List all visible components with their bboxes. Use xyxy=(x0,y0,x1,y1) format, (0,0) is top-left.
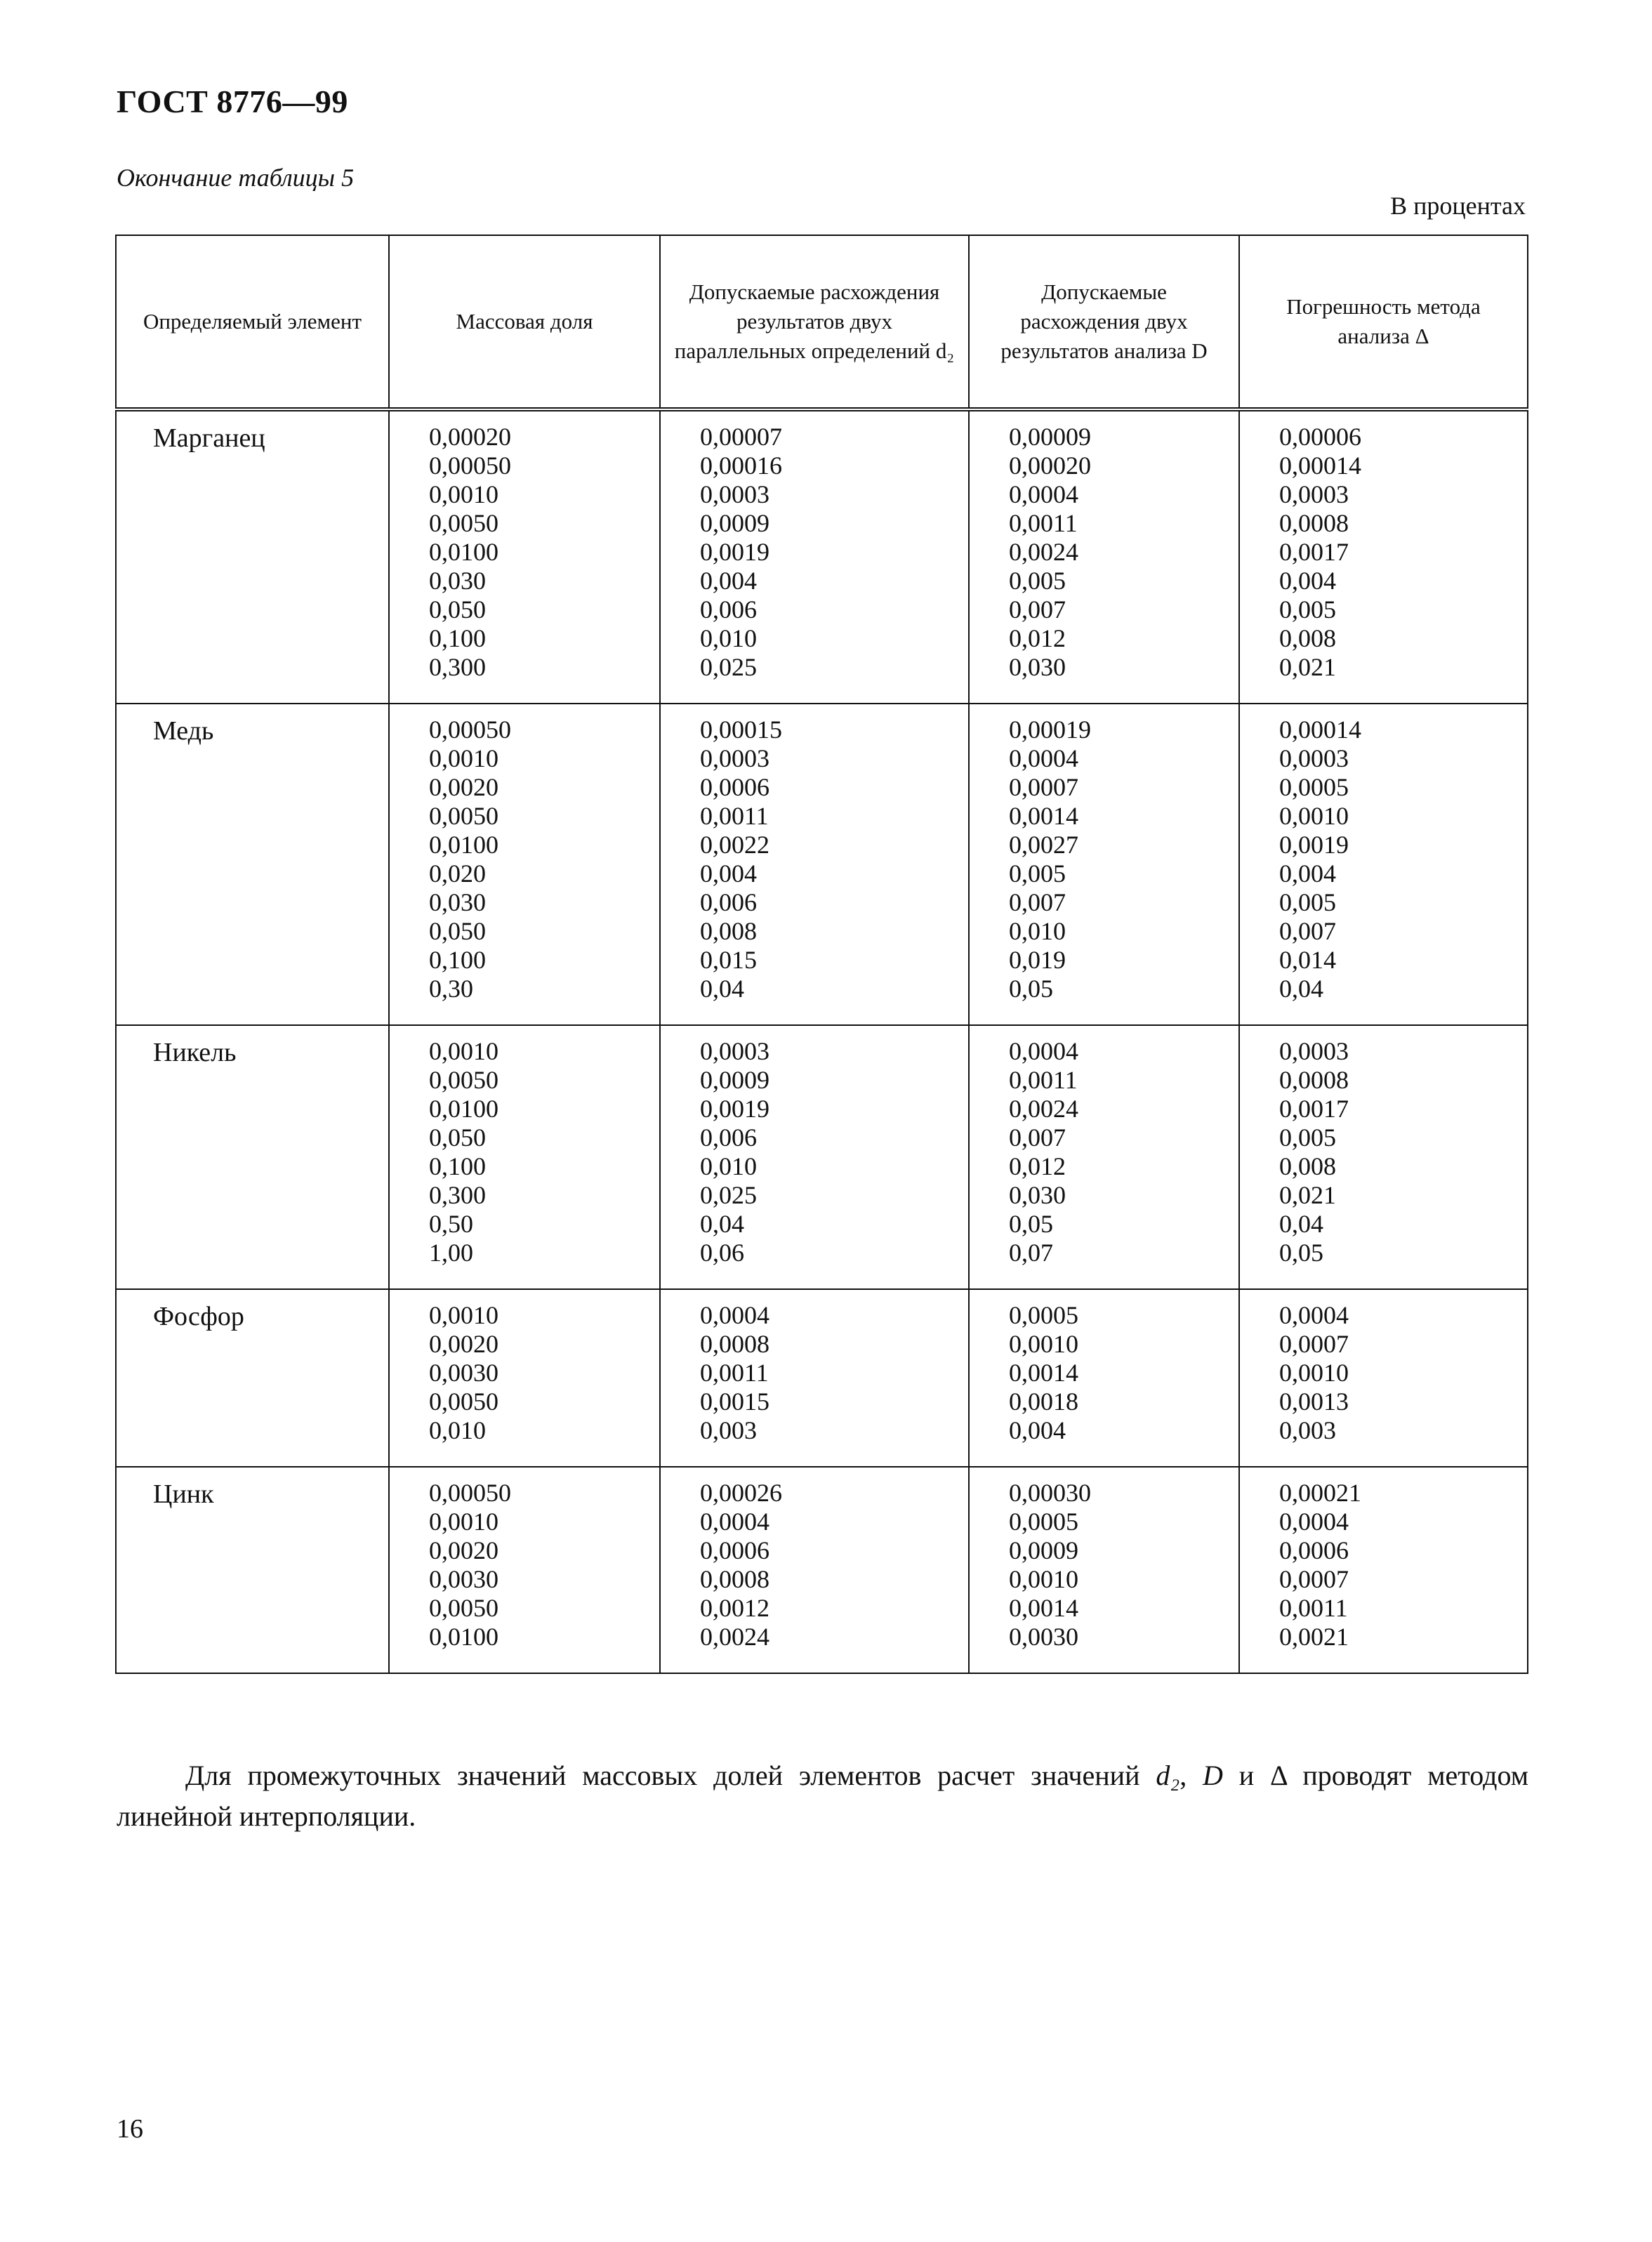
value-D: 0,05 xyxy=(1009,975,1053,1003)
value-D: 0,05 xyxy=(1009,1210,1053,1238)
value-d2: 0,003 xyxy=(700,1416,757,1444)
value-D: 0,007 xyxy=(1009,595,1066,624)
values-delta xyxy=(1239,409,1528,704)
value-d2: 0,015 xyxy=(700,946,757,974)
value-delta: 0,005 xyxy=(1279,888,1336,916)
note-var-D: D xyxy=(1203,1760,1223,1791)
value-mass: 0,0050 xyxy=(429,1594,498,1622)
value-delta: 0,0013 xyxy=(1279,1387,1349,1416)
values-D xyxy=(969,1025,1239,1289)
value-d2: 0,004 xyxy=(700,859,757,888)
note-text-1: Для промежуточных значений массовых долей элементов расчет значений xyxy=(185,1760,1156,1791)
value-D: 0,005 xyxy=(1009,859,1066,888)
value-delta: 0,0010 xyxy=(1279,802,1349,830)
values-mass xyxy=(389,1467,660,1673)
value-delta: 0,0021 xyxy=(1279,1623,1349,1651)
table-row xyxy=(116,1289,1528,1467)
header-element: Определяемый элемент xyxy=(116,235,389,409)
units-label: В процентах xyxy=(1390,192,1526,220)
value-D: 0,005 xyxy=(1009,567,1066,595)
value-D: 0,00020 xyxy=(1009,451,1091,480)
value-mass: 0,00050 xyxy=(429,716,511,744)
value-mass: 0,0050 xyxy=(429,1066,498,1094)
value-d2: 0,025 xyxy=(700,1181,757,1209)
value-d2: 0,0015 xyxy=(700,1387,769,1416)
value-D: 0,00019 xyxy=(1009,716,1091,744)
value-mass: 0,0050 xyxy=(429,1387,498,1416)
values-mass xyxy=(389,704,660,1025)
value-D: 0,030 xyxy=(1009,1181,1066,1209)
value-d2: 0,025 xyxy=(700,653,757,681)
value-mass: 0,0100 xyxy=(429,1623,498,1651)
value-mass: 0,0020 xyxy=(429,1330,498,1358)
value-mass: 0,30 xyxy=(429,975,473,1003)
value-mass: 0,0010 xyxy=(429,480,498,508)
value-D: 0,0004 xyxy=(1009,744,1078,772)
note-text-2: и Δ проводят методом линейной интерполяции. xyxy=(117,1760,1529,1832)
value-D: 0,0004 xyxy=(1009,1037,1078,1065)
value-mass: 0,0010 xyxy=(429,744,498,772)
value-delta: 0,0006 xyxy=(1279,1536,1349,1564)
value-delta: 0,008 xyxy=(1279,624,1336,652)
value-D: 0,0011 xyxy=(1009,1066,1078,1094)
table-header-row xyxy=(116,235,1528,409)
value-d2: 0,0004 xyxy=(700,1301,769,1329)
values-D xyxy=(969,704,1239,1025)
value-delta: 0,0011 xyxy=(1279,1594,1348,1622)
value-delta: 0,004 xyxy=(1279,567,1336,595)
value-d2: 0,006 xyxy=(700,1123,757,1152)
value-delta: 0,0017 xyxy=(1279,538,1349,566)
values-d2 xyxy=(660,1467,969,1673)
value-delta: 0,00014 xyxy=(1279,451,1361,480)
value-d2: 0,0011 xyxy=(700,1359,769,1387)
values-d2 xyxy=(660,1025,969,1289)
value-mass: 0,0020 xyxy=(429,1536,498,1564)
value-d2: 0,06 xyxy=(700,1239,744,1267)
value-delta: 0,0003 xyxy=(1279,1037,1349,1065)
value-delta: 0,0010 xyxy=(1279,1359,1349,1387)
value-d2: 0,00015 xyxy=(700,716,782,744)
value-mass: 0,00050 xyxy=(429,451,511,480)
header-delta: Погрешность метода анализа Δ xyxy=(1239,235,1528,409)
value-D: 0,00009 xyxy=(1009,423,1091,451)
value-delta: 0,005 xyxy=(1279,595,1336,624)
value-delta: 0,021 xyxy=(1279,1181,1336,1209)
value-d2: 0,00026 xyxy=(700,1479,782,1507)
value-D: 0,0024 xyxy=(1009,538,1078,566)
value-delta: 0,0019 xyxy=(1279,831,1349,859)
values-delta xyxy=(1239,704,1528,1025)
value-delta: 0,014 xyxy=(1279,946,1336,974)
value-d2: 0,0006 xyxy=(700,773,769,801)
value-D: 0,012 xyxy=(1009,624,1066,652)
value-d2: 0,00016 xyxy=(700,451,782,480)
value-mass: 0,00020 xyxy=(429,423,511,451)
value-delta: 0,0017 xyxy=(1279,1095,1349,1123)
value-delta: 0,0005 xyxy=(1279,773,1349,801)
value-D: 0,0007 xyxy=(1009,773,1078,801)
table-row xyxy=(116,1467,1528,1673)
value-delta: 0,008 xyxy=(1279,1152,1336,1180)
value-delta: 0,003 xyxy=(1279,1416,1336,1444)
value-D: 0,0014 xyxy=(1009,1594,1078,1622)
values-mass xyxy=(389,409,660,704)
value-D: 0,0005 xyxy=(1009,1508,1078,1536)
value-mass: 0,0030 xyxy=(429,1359,498,1387)
value-d2: 0,0008 xyxy=(700,1565,769,1593)
values-d2 xyxy=(660,1289,969,1467)
note-sep: , xyxy=(1179,1760,1203,1791)
values-D xyxy=(969,1289,1239,1467)
value-d2: 0,0009 xyxy=(700,509,769,537)
element-name: Фосфор xyxy=(116,1289,389,1467)
value-d2: 0,010 xyxy=(700,624,757,652)
value-delta: 0,0007 xyxy=(1279,1565,1349,1593)
value-d2: 0,004 xyxy=(700,567,757,595)
element-name: Марганец xyxy=(116,409,389,704)
value-mass: 0,020 xyxy=(429,859,486,888)
value-mass: 0,050 xyxy=(429,595,486,624)
value-d2: 0,0024 xyxy=(700,1623,769,1651)
value-mass: 0,0020 xyxy=(429,773,498,801)
table-body xyxy=(116,409,1528,1673)
table-caption: Окончание таблицы 5 xyxy=(117,164,355,192)
value-delta: 0,0008 xyxy=(1279,1066,1349,1094)
value-mass: 0,030 xyxy=(429,888,486,916)
values-mass xyxy=(389,1289,660,1467)
value-mass: 0,0100 xyxy=(429,1095,498,1123)
value-D: 0,0030 xyxy=(1009,1623,1078,1651)
value-delta: 0,00006 xyxy=(1279,423,1361,451)
value-mass: 0,300 xyxy=(429,1181,486,1209)
table-row xyxy=(116,704,1528,1025)
value-d2: 0,0022 xyxy=(700,831,769,859)
values-d2 xyxy=(660,409,969,704)
value-D: 0,030 xyxy=(1009,653,1066,681)
footnote-paragraph xyxy=(117,1755,1528,1837)
value-delta: 0,0007 xyxy=(1279,1330,1349,1358)
value-mass: 0,0050 xyxy=(429,509,498,537)
value-mass: 0,0030 xyxy=(429,1565,498,1593)
value-mass: 0,0100 xyxy=(429,538,498,566)
value-mass: 0,300 xyxy=(429,653,486,681)
values-delta xyxy=(1239,1025,1528,1289)
value-D: 0,0027 xyxy=(1009,831,1078,859)
value-D: 0,00030 xyxy=(1009,1479,1091,1507)
value-d2: 0,0004 xyxy=(700,1508,769,1536)
table-row xyxy=(116,1025,1528,1289)
value-delta: 0,0003 xyxy=(1279,480,1349,508)
value-d2: 0,0019 xyxy=(700,538,769,566)
value-delta: 0,04 xyxy=(1279,975,1323,1003)
value-mass: 1,00 xyxy=(429,1239,473,1267)
header-mass-fraction: Массовая доля xyxy=(389,235,660,409)
value-mass: 0,50 xyxy=(429,1210,473,1238)
value-D: 0,0024 xyxy=(1009,1095,1078,1123)
value-mass: 0,0010 xyxy=(429,1301,498,1329)
element-name: Медь xyxy=(116,704,389,1025)
value-delta: 0,0008 xyxy=(1279,509,1349,537)
value-D: 0,007 xyxy=(1009,888,1066,916)
value-D: 0,0010 xyxy=(1009,1565,1078,1593)
value-d2: 0,00007 xyxy=(700,423,782,451)
header-D: Допускаемые расхождения двух результатов анализа D xyxy=(969,235,1239,409)
value-d2: 0,04 xyxy=(700,1210,744,1238)
value-d2: 0,006 xyxy=(700,595,757,624)
value-D: 0,0009 xyxy=(1009,1536,1078,1564)
value-D: 0,019 xyxy=(1009,946,1066,974)
value-d2: 0,0019 xyxy=(700,1095,769,1123)
header-d2: Допускаемые расхождения результатов двух параллельных определений d₂ xyxy=(660,235,969,409)
value-D: 0,07 xyxy=(1009,1239,1053,1267)
value-mass: 0,0050 xyxy=(429,802,498,830)
element-name: Цинк xyxy=(116,1467,389,1673)
value-d2: 0,0008 xyxy=(700,1330,769,1358)
value-mass: 0,100 xyxy=(429,624,486,652)
value-D: 0,0011 xyxy=(1009,509,1078,537)
value-delta: 0,05 xyxy=(1279,1239,1323,1267)
value-delta: 0,0004 xyxy=(1279,1508,1349,1536)
values-d2 xyxy=(660,704,969,1025)
value-delta: 0,007 xyxy=(1279,917,1336,945)
value-mass: 0,010 xyxy=(429,1416,486,1444)
value-D: 0,007 xyxy=(1009,1123,1066,1152)
value-mass: 0,030 xyxy=(429,567,486,595)
value-delta: 0,0003 xyxy=(1279,744,1349,772)
value-D: 0,012 xyxy=(1009,1152,1066,1180)
value-d2: 0,0003 xyxy=(700,480,769,508)
value-mass: 0,050 xyxy=(429,917,486,945)
value-d2: 0,0006 xyxy=(700,1536,769,1564)
value-d2: 0,0003 xyxy=(700,1037,769,1065)
value-d2: 0,04 xyxy=(700,975,744,1003)
value-d2: 0,006 xyxy=(700,888,757,916)
values-delta xyxy=(1239,1289,1528,1467)
value-delta: 0,021 xyxy=(1279,653,1336,681)
value-d2: 0,008 xyxy=(700,917,757,945)
value-delta: 0,004 xyxy=(1279,859,1336,888)
element-name: Никель xyxy=(116,1025,389,1289)
value-delta: 0,00021 xyxy=(1279,1479,1361,1507)
value-D: 0,0005 xyxy=(1009,1301,1078,1329)
value-delta: 0,00014 xyxy=(1279,716,1361,744)
value-D: 0,0010 xyxy=(1009,1330,1078,1358)
note-var-d2: d₂ xyxy=(1156,1760,1180,1791)
value-mass: 0,100 xyxy=(429,1152,486,1180)
value-mass: 0,050 xyxy=(429,1123,486,1152)
value-D: 0,0014 xyxy=(1009,1359,1078,1387)
value-d2: 0,0003 xyxy=(700,744,769,772)
data-table xyxy=(115,235,1528,1674)
value-delta: 0,04 xyxy=(1279,1210,1323,1238)
value-mass: 0,0010 xyxy=(429,1508,498,1536)
value-d2: 0,0011 xyxy=(700,802,769,830)
page-number: 16 xyxy=(117,2114,143,2144)
value-delta: 0,0004 xyxy=(1279,1301,1349,1329)
value-D: 0,0018 xyxy=(1009,1387,1078,1416)
value-d2: 0,010 xyxy=(700,1152,757,1180)
table-row xyxy=(116,409,1528,704)
values-mass xyxy=(389,1025,660,1289)
value-D: 0,0004 xyxy=(1009,480,1078,508)
values-D xyxy=(969,409,1239,704)
value-mass: 0,0010 xyxy=(429,1037,498,1065)
value-D: 0,0014 xyxy=(1009,802,1078,830)
values-D xyxy=(969,1467,1239,1673)
value-mass: 0,100 xyxy=(429,946,486,974)
value-D: 0,010 xyxy=(1009,917,1066,945)
value-D: 0,004 xyxy=(1009,1416,1066,1444)
value-d2: 0,0009 xyxy=(700,1066,769,1094)
value-d2: 0,0012 xyxy=(700,1594,769,1622)
value-delta: 0,005 xyxy=(1279,1123,1336,1152)
value-mass: 0,00050 xyxy=(429,1479,511,1507)
document-title: ГОСТ 8776—99 xyxy=(117,84,348,119)
values-delta xyxy=(1239,1467,1528,1673)
value-mass: 0,0100 xyxy=(429,831,498,859)
